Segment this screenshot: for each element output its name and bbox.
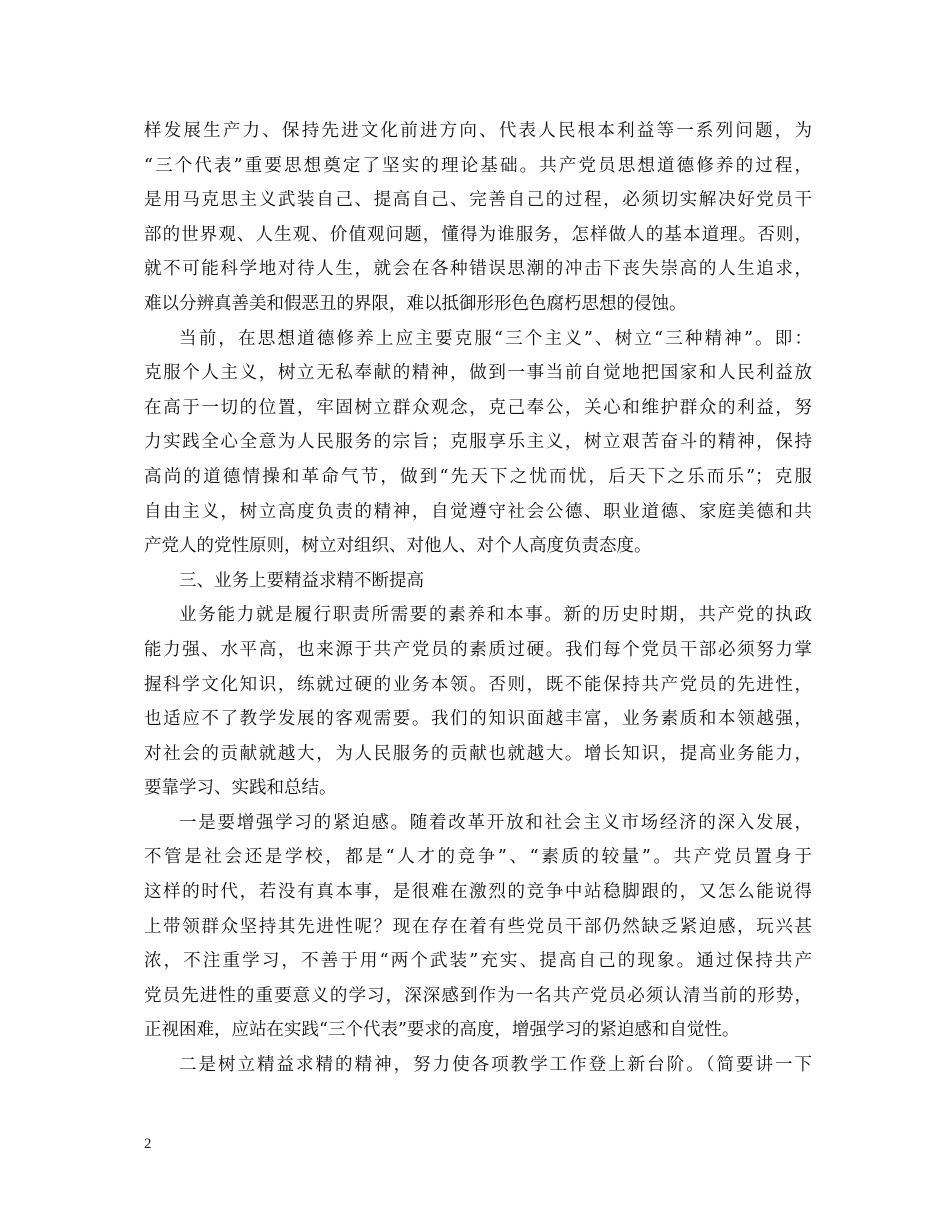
text-line: 也适应不了教学发展的客观需要。我们的知识面越丰富，业务素质和本领越强， bbox=[144, 709, 812, 730]
text-line: 力实践全心全意为人民服务的宗旨；克服享乐主义，树立艰苦奋斗的精神，保持 bbox=[144, 432, 812, 453]
text-line: 握科学文化知识，练就过硬的业务本领。否则，既不能保持共产党员的先进性， bbox=[144, 674, 812, 695]
text-line: 难以分辨真善美和假恶丑的界限，难以抵御形形色色腐朽思想的侵蚀。 bbox=[144, 293, 687, 314]
text-line: 克服个人主义，树立无私奉献的精神，做到一事当前自觉地把国家和人民利益放 bbox=[144, 363, 812, 384]
text-line: 当前，在思想道德修养上应主要克服“三个主义”、树立“三种精神”。即： bbox=[179, 328, 812, 349]
text-line: 能力强、水平高，也来源于共产党员的素质过硬。我们每个党员干部必须努力掌 bbox=[144, 639, 812, 660]
text-line: 业务能力就是履行职责所需要的素养和本事。新的历史时期，共产党的执政 bbox=[179, 605, 812, 626]
text-line: 一是要增强学习的紧迫感。随着改革开放和社会主义市场经济的深入发展， bbox=[179, 812, 812, 833]
body-text bbox=[144, 114, 812, 1083]
text-line: 高尚的道德情操和革命气节，做到“先天下之忧而忧，后天下之乐而乐”；克服 bbox=[144, 466, 812, 487]
text-line: 部的世界观、人生观、价值观问题，懂得为谁服务，怎样做人的基本道理。否则， bbox=[144, 224, 812, 245]
page-number: 2 bbox=[144, 1136, 152, 1152]
text-line: 在高于一切的位置，牢固树立群众观念，克己奉公，关心和维护群众的利益，努 bbox=[144, 397, 812, 418]
text-line: 上带领群众坚持其先进性呢？现在存在着有些党员干部仍然缺乏紧迫感，玩兴甚 bbox=[144, 916, 812, 937]
text-line: 正视困难，应站在实践“三个代表”要求的高度，增强学习的紧迫感和自觉性。 bbox=[144, 1020, 740, 1041]
text-line: 对社会的贡献就越大，为人民服务的贡献也就越大。增长知识，提高业务能力， bbox=[144, 743, 812, 764]
text-line: 要靠学习、实践和总结。 bbox=[144, 778, 337, 799]
text-line: 二是树立精益求精的精神，努力使各项教学工作登上新台阶。（简要讲一下 bbox=[179, 1055, 812, 1076]
text-line: 产党人的党性原则，树立对组织、对他人、对个人高度负责态度。 bbox=[144, 536, 652, 557]
text-line: 浓，不注重学习，不善于用“两个武装”充实、提高自己的现象。通过保持共产 bbox=[144, 951, 812, 972]
section-heading: 三、业务上要精益求精不断提高 bbox=[179, 570, 424, 591]
text-line: 自由主义，树立高度负责的精神，自觉遵守社会公德、职业道德、家庭美德和共 bbox=[144, 501, 812, 522]
text-line: 是用马克思主义武装自己、提高自己、完善自己的过程，必须切实解决好党员干 bbox=[144, 190, 812, 211]
text-line: 不管是社会还是学校，都是“人才的竞争”、“素质的较量”。共产党员置身于 bbox=[144, 847, 812, 868]
text-line: 这样的时代，若没有真本事，是很难在激烈的竞争中站稳脚跟的，又怎么能说得 bbox=[144, 882, 812, 903]
text-line: 就不可能科学地对待人生，就会在各种错误思潮的冲击下丧失崇高的人生追求， bbox=[144, 259, 812, 280]
text-line: 党员先进性的重要意义的学习，深深感到作为一名共产党员必须认清当前的形势， bbox=[144, 985, 812, 1006]
text-line: “三个代表”重要思想奠定了坚实的理论基础。共产党员思想道德修养的过程， bbox=[144, 155, 812, 176]
text-line: 样发展生产力、保持先进文化前进方向、代表人民根本利益等一系列问题，为 bbox=[144, 121, 812, 141]
